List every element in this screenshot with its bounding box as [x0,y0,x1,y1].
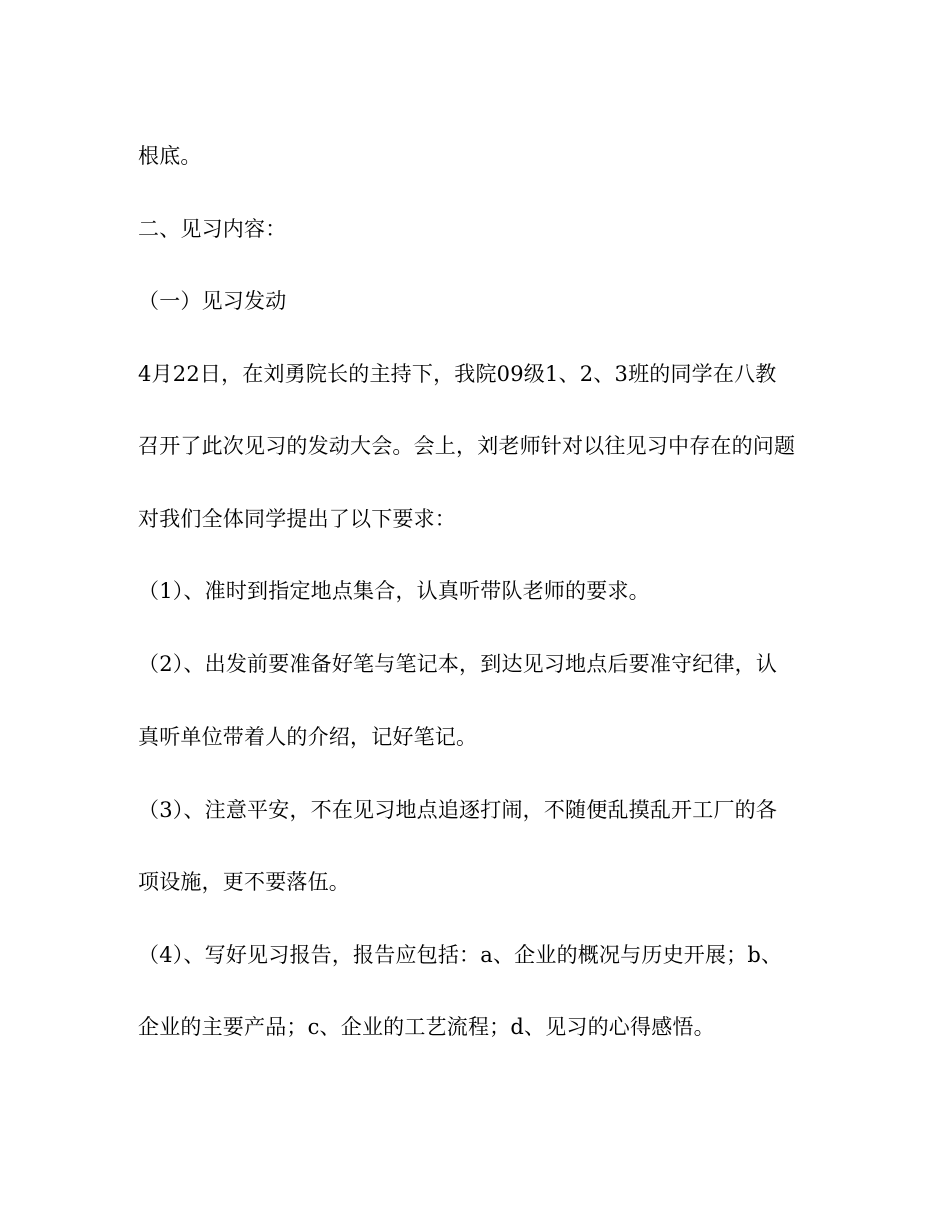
text-line: 召开了此次见习的发动大会。会上，刘老师针对以往见习中存在的问题 [138,434,796,458]
list-item: （2）、出发前要准备好笔与笔记本，到达见习地点后要准守纪律，认 [138,652,778,676]
list-item: （3）、注意平安，不在见习地点追逐打闹，不随便乱摸乱开工厂的各 [138,798,778,822]
text-line: 企业的主要产品；c、企业的工艺流程；d、见习的心得感悟。 [138,1015,715,1039]
text-line: 根底。 [138,144,202,168]
section-heading: 二、见习内容： [138,217,287,241]
text-line: 真听单位带着人的介绍，记好笔记。 [138,725,478,749]
text-line: 项设施，更不要落伍。 [138,870,350,894]
subsection-heading: （一）见习发动 [138,289,287,313]
list-item: （1）、准时到指定地点集合，认真听带队老师的要求。 [138,579,650,603]
text-line: 对我们全体同学提出了以下要求： [138,507,456,531]
text-line: 4月22日，在刘勇院长的主持下，我院09级1、2、3班的同学在八教 [138,362,777,386]
list-item: （4）、写好见习报告，报告应包括：a、企业的概况与历史开展；b、 [138,943,783,967]
